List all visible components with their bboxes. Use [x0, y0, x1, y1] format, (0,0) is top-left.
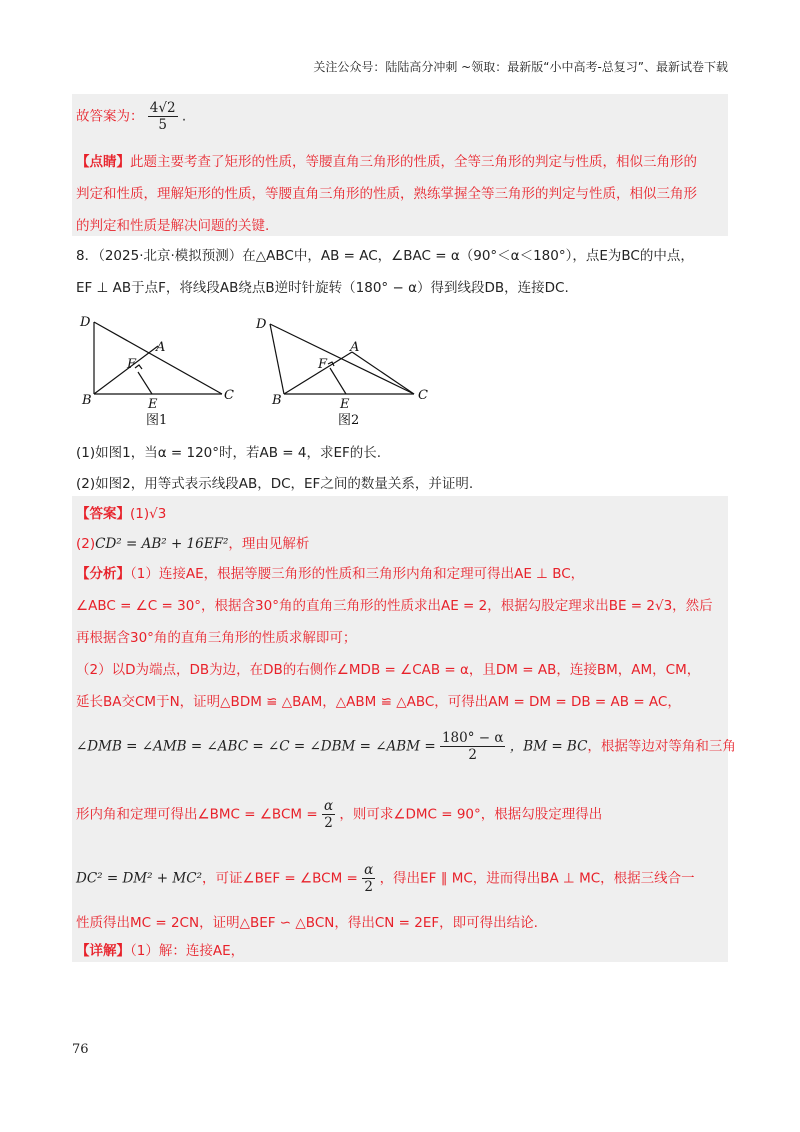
problem-line-1: 8．（2025·北京·模拟预测）在△ABC中，AB = AC，∠BAC = α（90°＜α＜180°），点E为BC的中点，	[76, 248, 694, 264]
fenxi-line-8	[76, 862, 695, 895]
fenxi-line-4: （2）以D为端点，DB为边，在DB的右侧作∠MDB = ∠CAB = α，且DM = AB，连接BM，AM，CM，	[76, 662, 701, 678]
xiangjie-text-1: （1）解：连接AE，	[130, 943, 245, 959]
fig1-label-b: B	[82, 393, 92, 408]
problem-line-2: EF ⊥ AB于点F，将线段AB绕点B逆时针旋转（180° − α）得到线段DB，连接DC.	[76, 280, 569, 296]
fig1-caption: 图1	[146, 413, 168, 428]
fig2-label-c: C	[418, 388, 428, 403]
fenxi-8-fraction	[362, 862, 375, 895]
fig2-label-d: D	[256, 317, 267, 332]
fenxi-8-math: DC² = DM² + MC²	[76, 870, 202, 887]
fig1-label-a: A	[156, 340, 166, 355]
answer-prefix: 故答案为：	[76, 108, 144, 125]
answer-line-2	[76, 532, 309, 552]
fig2-label-f: F	[318, 357, 328, 372]
fenxi-line-2: ∠ABC = ∠C = 30°，根据含30°角的直角三角形的性质求出AE = 2，根据勾股定理求出BE = 2√3，然后	[76, 598, 713, 614]
fenxi-line-6	[76, 730, 736, 763]
fenxi-line-7	[76, 798, 602, 831]
fig2-label-b: B	[272, 393, 282, 408]
figure-1	[94, 322, 222, 394]
page-number: 76	[72, 1042, 89, 1057]
fenxi-6-denominator: 2	[468, 747, 478, 764]
figure-2-labels	[255, 317, 428, 412]
dianjing-tag: 【点睛】	[76, 154, 130, 170]
figure-2	[270, 324, 414, 394]
question-1: (1)如图1，当α = 120°时，若AB = 4，求EF的长.	[76, 445, 382, 461]
fig2-label-e: E	[340, 397, 350, 412]
fig1-label-e: E	[148, 397, 158, 412]
fenxi-7-pre: 形内角和定理可得出∠BMC = ∠BCM =	[76, 806, 318, 823]
answer-2-suffix: ，理由见解析	[228, 536, 310, 552]
fig1-label-d: D	[80, 315, 91, 330]
fig1-label-f: F	[127, 357, 137, 372]
answer-fraction	[148, 100, 178, 133]
fenxi-6-fraction	[440, 730, 506, 763]
answer-numerator: 4√2	[149, 100, 176, 116]
fenxi-8-b: ，得出EF ∥ MC，进而得出BA ⊥ MC，根据三线合一	[379, 870, 695, 887]
answer-1: (1)√3	[130, 506, 167, 522]
fenxi-8-a: ，可证∠BEF = ∠BCM =	[201, 870, 358, 887]
xiangjie-line-1	[76, 939, 244, 959]
fenxi-7-fraction	[322, 798, 335, 831]
fenxi-8-numerator: α	[364, 862, 374, 878]
fenxi-line-3: 再根据含30°角的直角三角形的性质求解即可；	[76, 630, 357, 646]
fenxi-line-5: 延长BA交CM于N，证明△BDM ≌ △BAM，△ABM ≌ △ABC，可得出AM = DM = DB = AB = AC，	[76, 694, 681, 710]
fenxi-6-mid: ，BM = BC	[509, 738, 588, 755]
dianjing-line-3: 的判定和性质是解决问题的关键.	[76, 218, 270, 234]
fenxi-6-end: ，根据等边对等角和三角	[587, 738, 736, 755]
fig1-label-c: C	[224, 388, 234, 403]
fenxi-line-9: 性质得出MC = 2CN，证明△BEF ∽ △BCN，得出CN = 2EF，即可得出结论.	[76, 915, 538, 931]
fenxi-6-math: ∠DMB = ∠AMB = ∠ABC = ∠C = ∠DBM = ∠ABM =	[76, 738, 436, 755]
answer-2-math: CD² = AB² + 16EF²	[95, 536, 229, 552]
figures	[72, 306, 452, 430]
prev-answer-line	[76, 100, 186, 133]
fenxi-7-denominator: 2	[324, 815, 333, 832]
fig2-label-a: A	[350, 340, 360, 355]
dianjing-text-1: 此题主要考查了矩形的性质，等腰直角三角形的性质，全等三角形的判定与性质，相似三角形的	[130, 154, 697, 170]
xiangjie-tag: 【详解】	[76, 943, 130, 959]
fenxi-7-numerator: α	[323, 798, 334, 814]
fig2-caption: 图2	[338, 413, 360, 428]
dianjing-line-1	[76, 150, 697, 170]
dianjing-line-2: 判定和性质，理解矩形的性质，等腰直角三角形的性质，熟练掌握全等三角形的判定与性质，相似三角形	[76, 186, 697, 202]
fenxi-8-denominator: 2	[364, 879, 373, 896]
answer-2-prefix: (2)	[76, 536, 96, 552]
answer-line-1	[76, 502, 166, 522]
figure-1-labels	[79, 315, 234, 412]
fenxi-6-numerator: 180° − α	[441, 730, 504, 746]
answer-tag: 【答案】	[76, 506, 130, 522]
page-header: 关注公众号：陆陆高分冲刺 ~领取：最新版“小中高考-总复习”、最新试卷下载	[313, 60, 728, 74]
fenxi-text-1: （1）连接AE，根据等腰三角形的性质和三角形内角和定理可得出AE ⊥ BC，	[130, 566, 585, 582]
answer-end: .	[181, 108, 187, 125]
fenxi-7-post: ，则可求∠DMC = 90°，根据勾股定理得出	[339, 806, 603, 823]
fenxi-line-1	[76, 562, 584, 582]
question-2: (2)如图2，用等式表示线段AB，DC，EF之间的数量关系，并证明.	[76, 476, 474, 492]
answer-denominator: 5	[158, 117, 167, 134]
fenxi-tag: 【分析】	[76, 566, 130, 582]
